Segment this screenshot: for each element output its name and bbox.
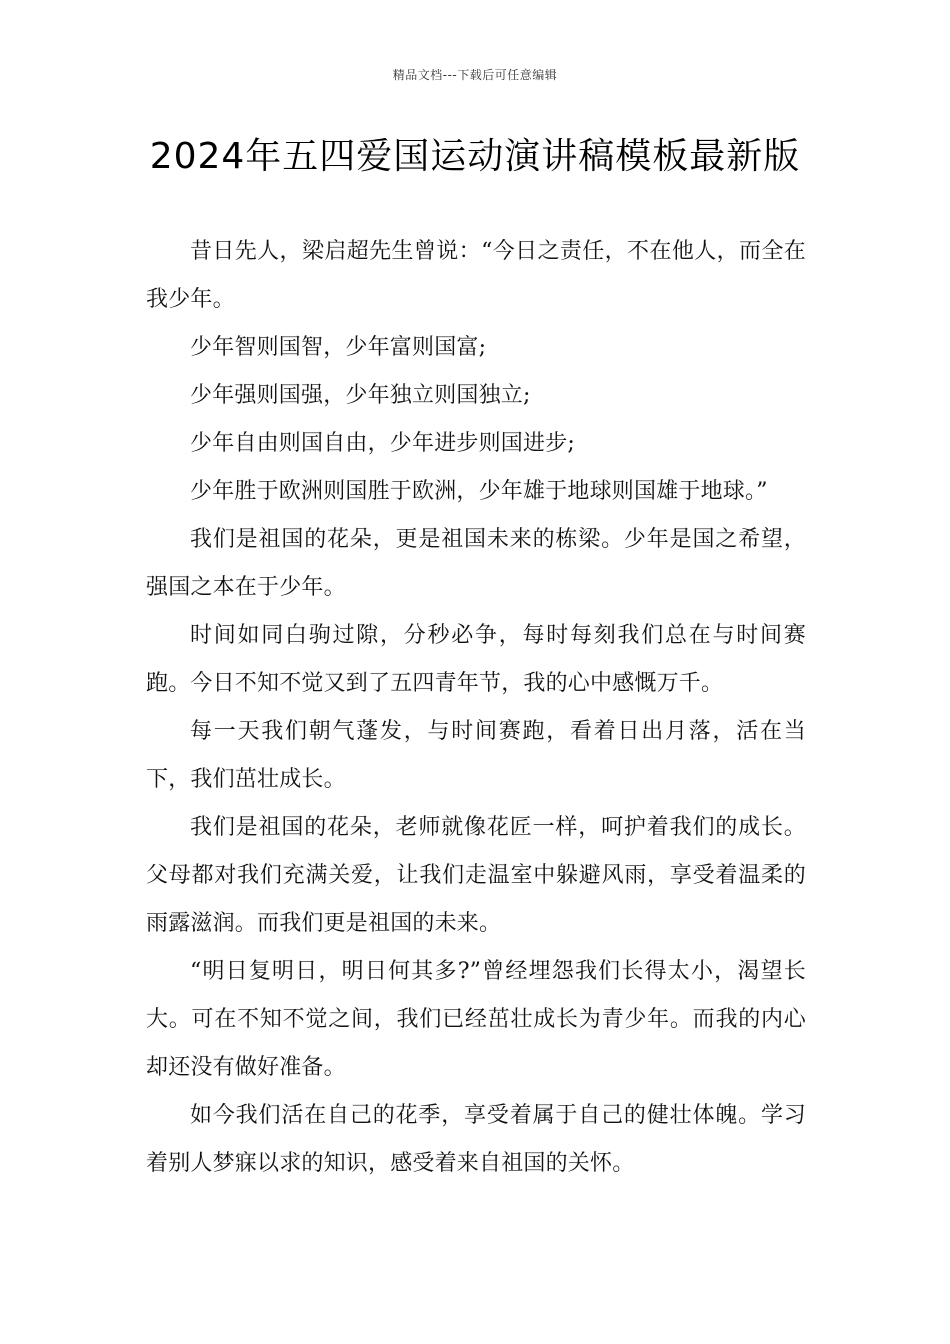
- document-title: 2024年五四爱国运动演讲稿模板最新版: [149, 136, 801, 177]
- paragraph: 如今我们活在自己的花季，享受着属于自己的健壮体魄。学习着别人梦寐以求的知识，感受着来自祖国的关怀。: [146, 1103, 806, 1176]
- paragraph: 时间如同白驹过隙，分秒必争，每时每刻我们总在与时间赛跑。今日不知不觉又到了五四青年节，我的心中感慨万千。: [146, 623, 806, 696]
- paragraph: 少年强则国强，少年独立则国独立;: [190, 383, 531, 408]
- header-note: 精品文档---下载后可任意编辑: [392, 68, 558, 82]
- paragraph: 少年自由则国自由，少年进步则国进步;: [190, 431, 576, 456]
- paragraph: 我们是祖国的花朵，更是祖国未来的栋梁。少年是国之希望，强国之本在于少年。: [146, 527, 806, 600]
- paragraph: 少年智则国智，少年富则国富;: [190, 335, 487, 360]
- paragraph: 少年胜于欧洲则国胜于欧洲，少年雄于地球则国雄于地球。”: [190, 479, 768, 504]
- paragraph: 每一天我们朝气蓬发，与时间赛跑，看着日出月落，活在当下，我们茁壮成长。: [146, 719, 806, 792]
- document-body: [146, 228, 806, 1188]
- paragraph: 昔日先人，梁启超先生曾说：“今日之责任，不在他人，而全在我少年。: [146, 239, 806, 312]
- paragraph: “明日复明日，明日何其多?”曾经埋怨我们长得太小，渴望长大。可在不知不觉之间，我们已经茁壮成长为青少年。而我的内心却还没有做好准备。: [146, 959, 806, 1080]
- paragraph: 我们是祖国的花朵，老师就像花匠一样，呵护着我们的成长。父母都对我们充满关爱，让我们走温室中躲避风雨，享受着温柔的雨露滋润。而我们更是祖国的未来。: [146, 815, 806, 936]
